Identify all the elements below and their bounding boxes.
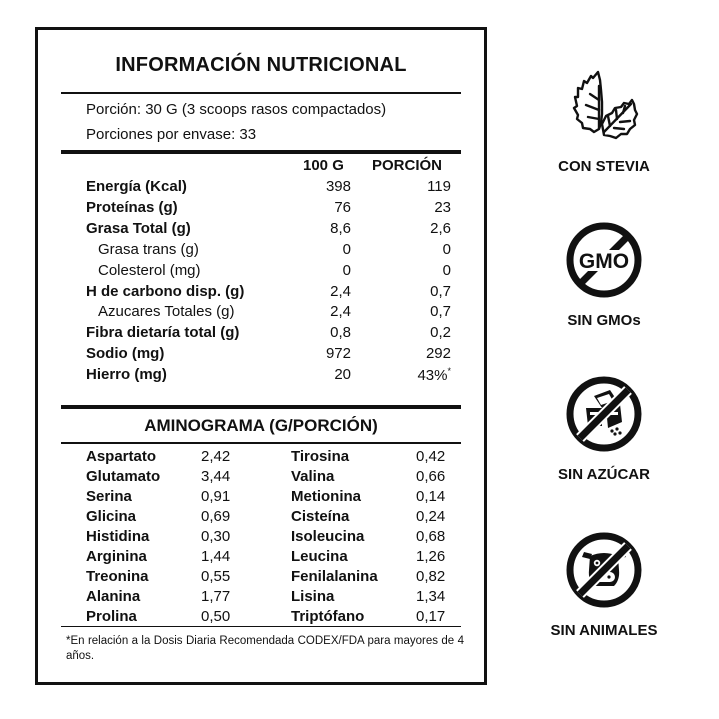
amino-row: [86, 468, 466, 488]
amino-value: 1,77: [201, 588, 231, 605]
value-portion-text: 0,2: [430, 324, 451, 342]
col-header-100g: 100 G: [303, 157, 344, 174]
value-portion: [391, 303, 451, 320]
nutrition-row: [86, 178, 468, 198]
no-sugar-icon: [564, 374, 644, 454]
value-100g: 0: [342, 240, 351, 258]
value-portion-text: 292: [425, 345, 451, 363]
value-portion-text: 43%: [417, 367, 448, 385]
amino-row: [86, 508, 466, 528]
amino-name: Histidina: [86, 528, 150, 545]
nutrient-label: Grasa trans (g): [98, 240, 199, 258]
nutrient-label: Hierro (mg): [86, 366, 167, 384]
value-portion-text: 2,6: [430, 219, 451, 237]
amino-name: Triptófano: [291, 608, 365, 625]
divider-nutrition: [61, 405, 461, 409]
amino-value: 1,26: [416, 548, 446, 565]
amino-name: Aspartato: [86, 448, 157, 465]
amino-name: Glutamato: [86, 468, 161, 485]
gmo-text: GMO: [578, 250, 630, 273]
nutrition-row: [86, 220, 468, 240]
amino-name: Prolina: [86, 608, 137, 625]
badge-no-gmo-label: SIN GMOs: [567, 312, 641, 329]
amino-value: 0,91: [201, 488, 231, 505]
divider-aminogram: [61, 442, 461, 444]
amino-row: [86, 488, 466, 508]
amino-name: Fenilalanina: [291, 568, 378, 585]
badge-no-sugar: [534, 374, 674, 483]
nutrition-row: [86, 262, 468, 282]
badge-no-animals: [534, 530, 674, 639]
amino-name: Cisteína: [291, 508, 350, 525]
value-portion: [391, 199, 451, 216]
amino-value: 2,42: [201, 448, 231, 465]
amino-value: 0,17: [416, 608, 446, 625]
divider-footnote: [61, 626, 461, 627]
nutrient-label: Azucares Totales (g): [98, 303, 235, 321]
amino-value: 0,69: [201, 508, 231, 525]
amino-row: [86, 548, 466, 568]
amino-name: Serina: [86, 488, 132, 505]
badge-stevia-label: CON STEVIA: [558, 158, 650, 175]
amino-value: 1,44: [201, 548, 231, 565]
value-100g: 2,4: [330, 303, 351, 321]
value-portion: [391, 178, 451, 195]
amino-value: 0,82: [416, 568, 446, 585]
value-100g: 398: [325, 178, 351, 195]
value-portion-text: 23: [434, 198, 451, 216]
aminogram-title: AMINOGRAMA (G/PORCIÓN): [144, 416, 378, 435]
value-portion: [391, 345, 451, 362]
divider-title: [61, 92, 461, 94]
amino-row: [86, 528, 466, 548]
value-100g: 20: [334, 366, 351, 384]
nutrition-row: [86, 303, 468, 323]
serving-size: Porción: 30 G (3 scoops rasos compactados): [86, 101, 387, 118]
amino-name: Alanina: [86, 588, 141, 605]
badge-no-sugar-label: SIN AZÚCAR: [558, 466, 650, 483]
nutrition-row: [86, 199, 468, 219]
value-portion: [391, 262, 451, 279]
value-100g: 0: [342, 261, 351, 279]
amino-value: 0,30: [201, 528, 231, 545]
amino-value: 3,44: [201, 468, 231, 485]
value-100g: 8,6: [330, 219, 351, 237]
amino-value: 0,55: [201, 568, 231, 585]
amino-value: 0,42: [416, 448, 446, 465]
value-portion-text: 119: [427, 178, 451, 195]
servings-per-container: Porciones por envase: 33: [86, 126, 257, 143]
nutrient-label: Colesterol (mg): [98, 261, 201, 279]
value-100g: 76: [334, 198, 351, 216]
asterisk-mark: *: [447, 366, 451, 377]
amino-row: [86, 448, 466, 468]
amino-value: 0,14: [416, 488, 446, 505]
value-portion: [391, 283, 451, 300]
value-portion: [391, 220, 451, 237]
amino-value: 1,34: [416, 588, 446, 605]
amino-name: Valina: [291, 468, 335, 485]
nutrition-row: [86, 366, 468, 386]
value-portion: [391, 366, 451, 384]
amino-value: 0,68: [416, 528, 446, 545]
amino-row: [86, 568, 466, 588]
value-portion-text: 0,7: [430, 303, 451, 321]
divider-serving: [61, 150, 461, 154]
value-portion: [391, 324, 451, 341]
no-animals-icon: [564, 530, 644, 610]
col-header-portion: PORCIÓN: [372, 157, 443, 174]
amino-name: Lisina: [291, 588, 335, 605]
amino-name: Treonina: [86, 568, 149, 585]
amino-value: 0,66: [416, 468, 446, 485]
nutrient-label: Sodio (mg): [86, 345, 165, 363]
nutrition-row: [86, 345, 468, 365]
amino-name: Leucina: [291, 548, 348, 565]
nutrient-label: H de carbono disp. (g): [86, 282, 245, 300]
amino-value: 0,50: [201, 608, 231, 625]
value-portion-text: 0: [442, 240, 451, 258]
badge-no-gmo: [534, 220, 674, 329]
amino-name: Tirosina: [291, 448, 350, 465]
nutrition-row: [86, 283, 468, 303]
value-100g: 972: [325, 345, 351, 363]
nutrient-label: Proteínas (g): [86, 198, 178, 216]
nutrition-row: [86, 324, 468, 344]
no-gmo-icon: [564, 220, 644, 300]
panel-title: INFORMACIÓN NUTRICIONAL: [115, 54, 407, 76]
value-100g: 2,4: [330, 282, 351, 300]
value-portion-text: 0: [442, 261, 451, 279]
value-portion-text: 0,7: [430, 282, 451, 300]
nutrition-panel: [35, 27, 487, 685]
amino-name: Arginina: [86, 548, 147, 565]
value-portion: [391, 241, 451, 258]
amino-value: 0,24: [416, 508, 446, 525]
amino-name: Isoleucina: [291, 528, 365, 545]
nutrition-row: [86, 241, 468, 261]
stevia-leaf-icon: [568, 66, 640, 146]
amino-row: [86, 588, 466, 608]
value-100g: 0,8: [330, 324, 351, 342]
footnote: *En relación a la Dosis Diaria Recomendada CODEX/FDA para mayores de 4 años.: [66, 635, 464, 662]
nutrient-label: Fibra dietaría total (g): [86, 324, 240, 342]
amino-name: Glicina: [86, 508, 137, 525]
amino-row: [86, 608, 466, 628]
amino-name: Metionina: [291, 488, 361, 505]
nutrient-label: Grasa Total (g): [86, 219, 191, 237]
badge-no-animals-label: SIN ANIMALES: [550, 622, 658, 639]
nutrient-label: Energía (Kcal): [86, 178, 187, 195]
badge-stevia: [534, 66, 674, 175]
